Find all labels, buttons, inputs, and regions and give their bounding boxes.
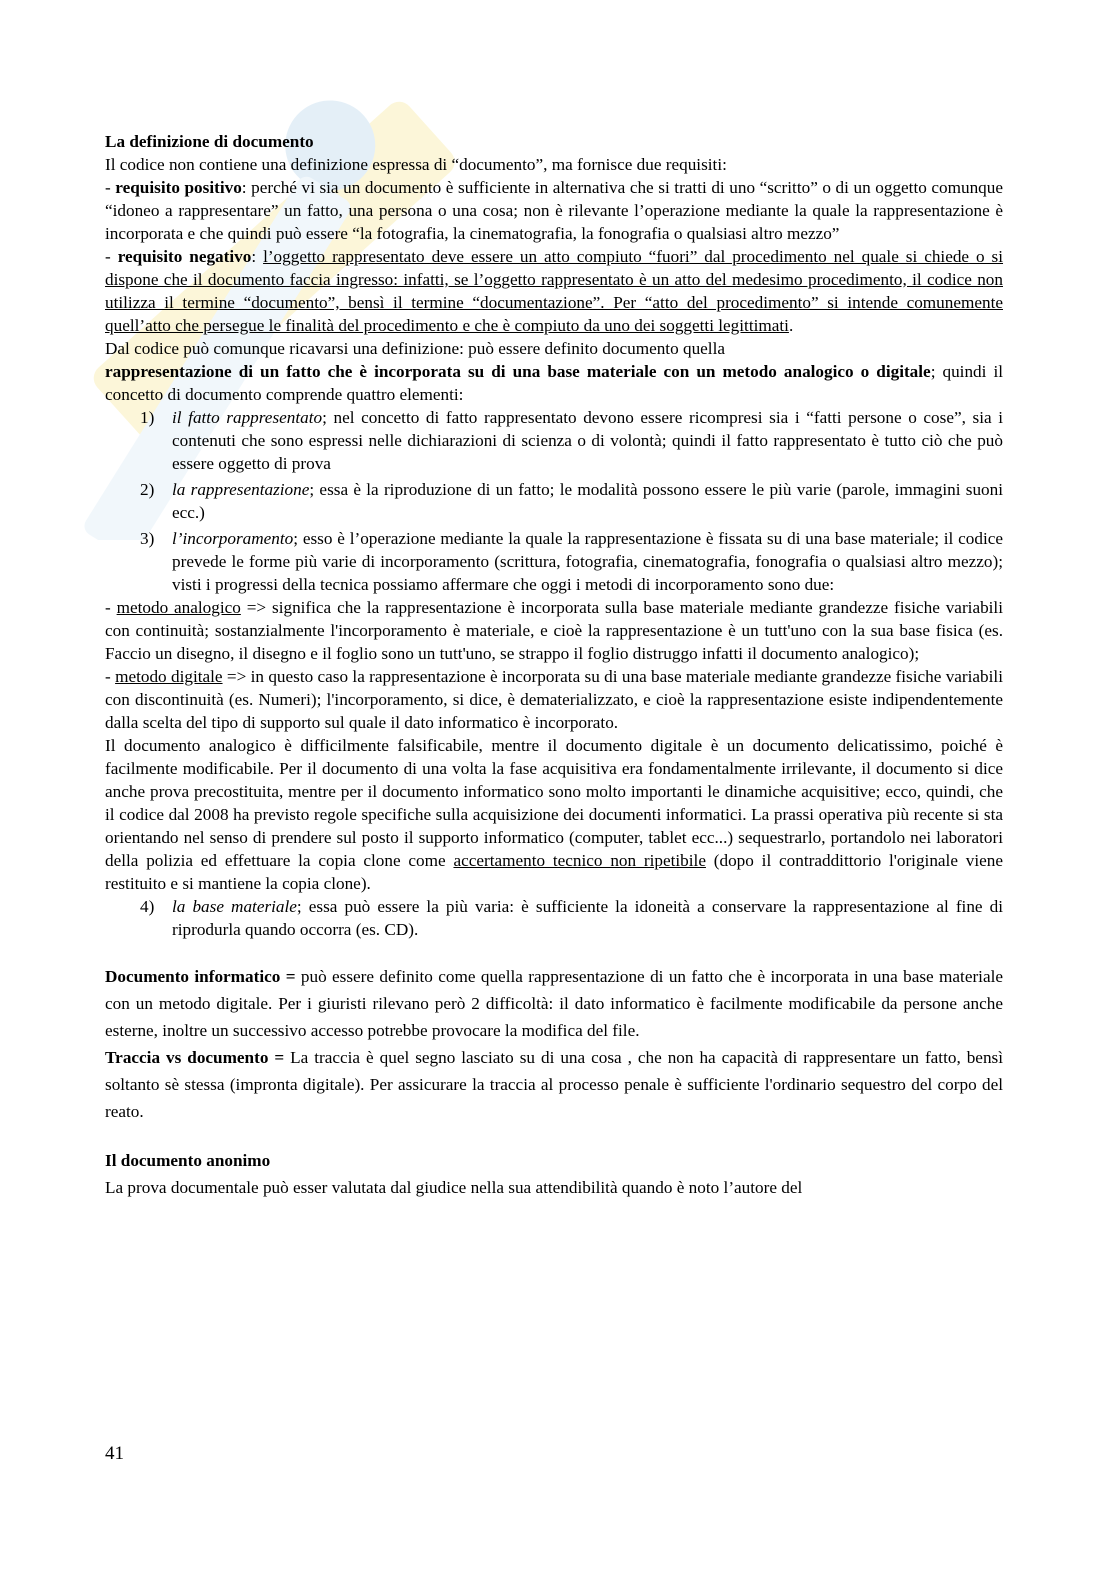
metodo-analogico-label: metodo analogico xyxy=(116,598,241,617)
list-item: 4) la base materiale; essa può essere la più varia: è sufficiente la idoneità a conservare la rappresentazione al fine di riprodurla quando occorra (es. CD). xyxy=(140,897,1003,939)
list-item: 1) il fatto rappresentato; nel concetto di fatto rappresentato devono essere ricompresi sia i “fatti persone o cose”, sia i contenuti che sono espressi nelle dichiarazioni di scienza o di volontà; quindi il fatto rappresentato è tutto ciò che può essere oggetto di prova xyxy=(140,408,1003,473)
page-number: 41 xyxy=(105,1443,124,1464)
list-item: 2) la rappresentazione; essa è la riproduzione di un fatto; le modalità possono essere le più varie (parole, immagini suoni ecc.) xyxy=(140,480,1003,522)
derived-definition-bold: rappresentazione di un fatto che è incorporata su di una base materiale con un metodo analogico o digitale xyxy=(105,362,931,381)
elements-list-continued xyxy=(105,895,1003,941)
requisito-negativo-underlined: l’oggetto rappresentato deve essere un atto compiuto “fuori” dal procedimento nel quale si chiede o si dispone che il documento faccia ingresso: infatti, se l’oggetto rappresentato è un atto del medesimo procedimento, il codice non utilizza il termine “documento”, bensì il termine “documentazione”. Per “atto del procedimento” si intende comunemente quell’atto che persegue le finalità del procedimento e che è compiuto da uno dei soggetti legittimati xyxy=(105,247,1004,335)
derived-intro-paragraph: Dal codice può comunque ricavarsi una definizione: può essere definito documento quella xyxy=(105,339,725,358)
anonimo-paragraph: La prova documentale può esser valutata dal giudice nella sua attendibilità quando è noto l’autore del xyxy=(105,1178,803,1197)
requisito-positivo-label: requisito positivo xyxy=(115,178,242,197)
section-title-anonimo: Il documento anonimo xyxy=(105,1151,271,1170)
requisito-positivo-paragraph: - requisito positivo: perché vi sia un documento è sufficiente in alternativa che si tratti di uno “scritto” o di un oggetto comunque “idoneo a rappresentare” un fatto, una persona o una cosa; non è rilevante l’operazione mediante la quale la rappresentazione è incorporata e che quindi può essere “la fotografia, la cinematografia, la fonografia o qualsiasi altro mezzo” xyxy=(105,178,1003,243)
metodo-analogico-paragraph: - metodo analogico => significa che la rappresentazione è incorporata sulla base materiale mediante grandezze fisiche variabili con continuità; sostanzialmente l'incorporamento è materiale, e cioè la rappresentazione è un tutt'uno con la sua base fisica (es. Faccio un disegno, il disegno e il foglio sono un tutt'uno, se strappo il foglio distruggo infatti il documento analogico); xyxy=(105,598,1003,663)
requisito-negativo-label: requisito negativo xyxy=(117,247,252,266)
comparison-paragraph: Il documento analogico è difficilmente falsificabile, mentre il documento digitale è un documento delicatissimo, poiché è facilmente modificabile. Per il documento di una volta la fase acquisitiva era fondamentalmente irrilevante, il documento si dice anche prova precostituita, mentre per il documento informatico sono molto importanti le dinamiche acquisitive; ecco, quindi, che il codice dal 2008 ha previsto regole specifiche sulla acquisizione dei documenti informatici. La prassi operativa più recente si sta orientando nel senso di prendere sul posto il supporto informatico (computer, tablet ecc...) sequestrarlo, portandolo nei laboratori della polizia ed effettuare la copia clone come accertamento tecnico non ripetibile (dopo il contraddittorio l'originale viene restituito e si mantiene la copia clone). xyxy=(105,736,1003,893)
elements-list xyxy=(105,406,1003,596)
traccia-label: Traccia vs documento = xyxy=(105,1048,285,1067)
list-item: 3) l’incorporamento; esso è l’operazione mediante la quale la rappresentazione è fissata su di una base materiale; il codice prevede le forme più varie di incorporamento (scrittura, fotografia, cinematografia, fonografia o qualsiasi altro mezzo); visti i progressi della tecnica possiamo affermare che oggi i metodi di incorporamento sono due: xyxy=(140,529,1003,594)
requisito-negativo-paragraph: - requisito negativo: l’oggetto rappresentato deve essere un atto compiuto “fuori” dal procedimento nel quale si chiede o si dispone che il documento faccia ingresso: infatti, se l’oggetto rappresentato è un atto del medesimo procedimento, il codice non utilizza il termine “documento”, bensì il termine “documentazione”. Per “atto del procedimento” si intende comunemente quell’atto che persegue le finalità del procedimento e che è compiuto da uno dei soggetti legittimati. xyxy=(105,247,1004,335)
intro-paragraph: Il codice non contiene una definizione espressa di “documento”, ma fornisce due requisiti: xyxy=(105,155,727,174)
traccia-paragraph: Traccia vs documento = La traccia è quel segno lasciato su di una cosa , che non ha capacità di rappresentare un fatto, bensì soltanto sè stessa (impronta digitale). Per assicurare la traccia al processo penale è sufficiente l'ordinario sequestro del corpo del reato. xyxy=(105,1048,1003,1121)
documento-informatico-label: Documento informatico = xyxy=(105,967,296,986)
metodo-digitale-paragraph: - metodo digitale => in questo caso la rappresentazione è incorporata su di una base materiale mediante grandezze fisiche variabili con discontinuità (es. Numeri); l'incorporamento, si dice, è dematerializzato, e cioè la rappresentazione esiste indipendentemente dalla scelta del tipo di supporto sul quale il dato informatico è incorporato. xyxy=(105,667,1003,732)
accertamento-tecnico-underlined: accertamento tecnico non ripetibile xyxy=(453,851,706,870)
derived-definition-paragraph: rappresentazione di un fatto che è incorporata su di una base materiale con un metodo analogico o digitale; quindi il concetto di documento comprende quattro elementi: xyxy=(105,362,1003,404)
document-page xyxy=(105,130,1003,1201)
section-title-definizione: La definizione di documento xyxy=(105,132,314,151)
documento-informatico-paragraph: Documento informatico = può essere definito come quella rappresentazione di un fatto che è incorporata in una base materiale con un metodo digitale. Per i giuristi rilevano però 2 difficoltà: il dato informatico è facilmente modificabile da persone anche esterne, inoltre un successivo accesso potrebbe provocare la modifica del file. xyxy=(105,967,1003,1040)
metodo-digitale-label: metodo digitale xyxy=(115,667,223,686)
